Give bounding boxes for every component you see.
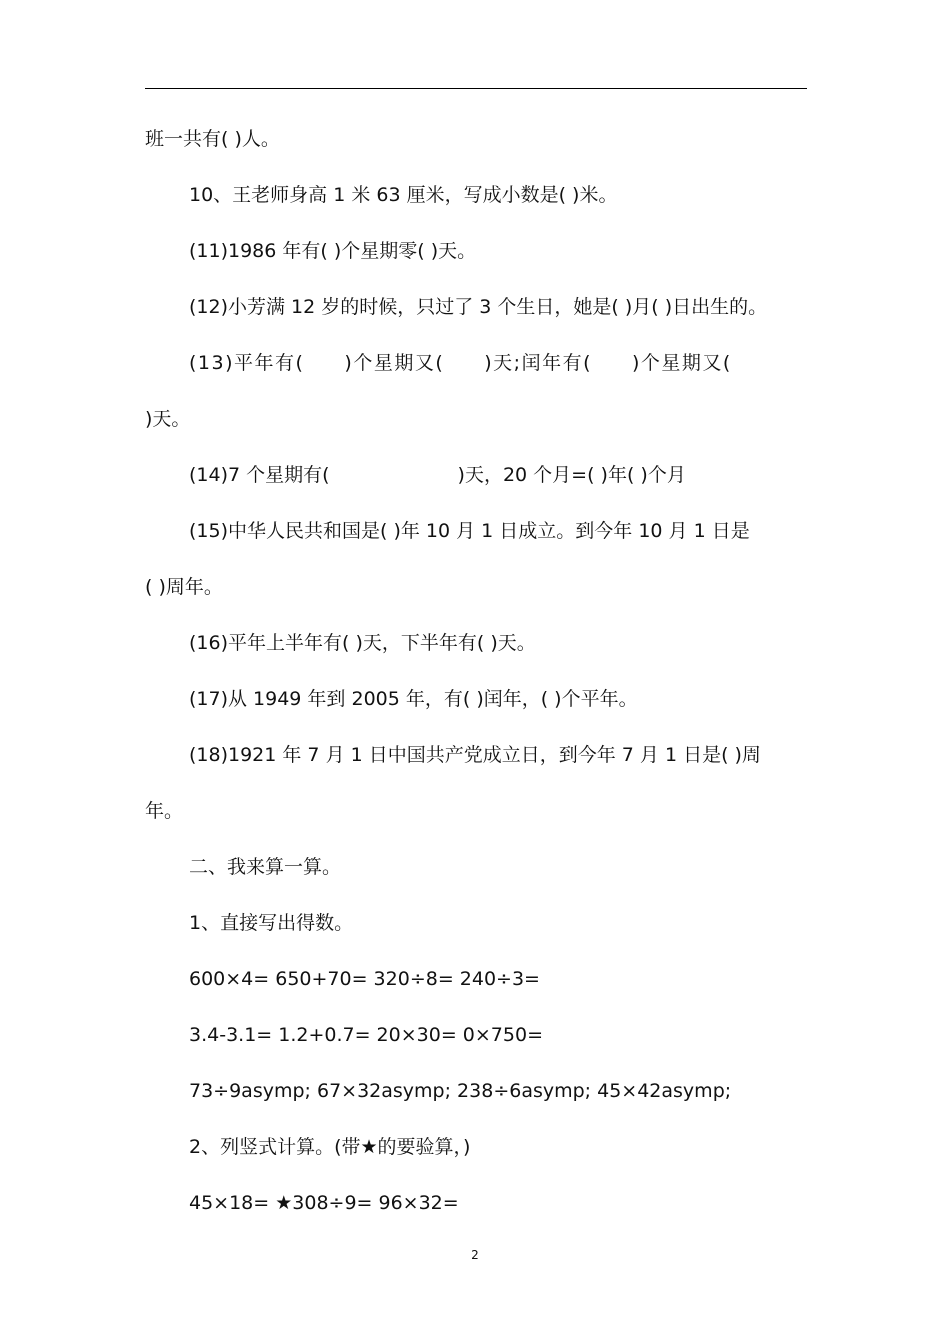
calc-row-1: 600×4= 650+70= 320÷8= 240÷3= <box>189 968 540 990</box>
calc-row-4: 45×18= ★308÷9= 96×32= <box>189 1192 459 1214</box>
section-heading-calculate: 二、我来算一算。 <box>189 856 342 878</box>
question-16: (16)平年上半年有( )天，下半年有( )天。 <box>189 632 536 654</box>
question-12: (12)小芳满 12 岁的时候，只过了 3 个生日，她是( )月( )日出生的。 <box>189 296 768 318</box>
text-line-class-total: 班一共有( )人。 <box>145 128 280 150</box>
question-13-continuation: )天。 <box>145 408 191 430</box>
question-13-part-3: )天;闰年有( <box>484 352 592 374</box>
question-13-part-1: (13)平年有( <box>189 352 305 374</box>
header-rule <box>145 88 807 89</box>
page-number: 2 <box>471 1248 479 1262</box>
question-13-part-4: )个星期又( <box>631 352 732 374</box>
question-10: 10、王老师身高 1 米 63 厘米，写成小数是( )米。 <box>189 184 618 206</box>
question-14 <box>189 462 686 488</box>
question-18-continuation: 年。 <box>145 800 184 822</box>
question-17: (17)从 1949 年到 2005 年，有( )闰年，( )个平年。 <box>189 688 638 710</box>
question-11: (11)1986 年有( )个星期零( )天。 <box>189 240 477 262</box>
subsection-direct-answers: 1、直接写出得数。 <box>189 912 354 934</box>
question-13-part-2: )个星期又( <box>344 352 445 374</box>
question-13 <box>189 350 732 376</box>
question-14-part-1: (14)7 个星期有( <box>189 464 330 486</box>
question-15-continuation: ( )周年。 <box>145 576 223 598</box>
calc-row-2: 3.4-3.1= 1.2+0.7= 20×30= 0×750= <box>189 1024 543 1046</box>
question-18: (18)1921 年 7 月 1 日中国共产党成立日，到今年 7 月 1 日是( )周 <box>189 744 761 766</box>
question-15: (15)中华人民共和国是( )年 10 月 1 日成立。到今年 10 月 1 日是 <box>189 520 750 542</box>
question-14-part-2: )天，20 个月=( )年( )个月 <box>457 464 686 486</box>
calc-row-3: 73÷9asymp; 67×32asymp; 238÷6asymp; 45×42asymp; <box>189 1080 732 1102</box>
subsection-vertical-calculation: 2、列竖式计算。(带★的要验算，) <box>189 1136 471 1158</box>
